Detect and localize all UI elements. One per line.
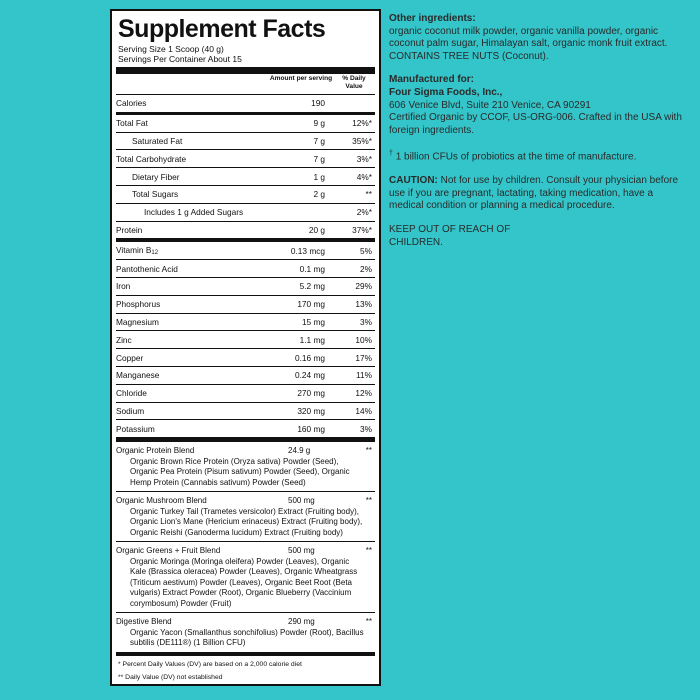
nutrient-name — [116, 406, 269, 416]
nutrient-name-text: Chloride — [116, 388, 147, 399]
blend-dv: ** — [365, 546, 372, 556]
nutrient-name — [116, 118, 269, 128]
nutrient-name-text: Total Carbohydrate — [116, 153, 187, 164]
dagger-mark: † — [389, 150, 393, 158]
nutrient-name — [116, 189, 269, 199]
manufacturer-address: 606 Venice Blvd, Suite 210 Venice, CA 90291 — [389, 99, 591, 111]
keep-out-warning: KEEP OUT OF REACH OF CHILDREN. — [389, 224, 511, 248]
nutrient-row — [116, 420, 375, 438]
blend-section — [116, 613, 375, 652]
nutrient-dv: 35%* — [352, 135, 372, 146]
nutrient-name — [116, 154, 269, 164]
nutrient-row — [116, 242, 375, 260]
nutrient-row — [116, 296, 375, 314]
nutrient-amount: 20 g — [308, 224, 325, 235]
blend-section — [116, 492, 375, 542]
nutrient-row — [116, 133, 375, 151]
footnote-not-established: ** Daily Value (DV) not established — [118, 673, 223, 681]
nutrient-name — [116, 388, 269, 398]
nutrient-dv: 12%* — [352, 118, 372, 129]
nutrient-amount: 0.13 mcg — [290, 245, 325, 256]
nutrient-row — [116, 349, 375, 367]
nutrient-dv: 29% — [355, 281, 372, 292]
nutrient-row — [116, 403, 375, 421]
nutrient-table — [116, 95, 375, 438]
nutrient-dv: 3% — [360, 316, 372, 327]
probiotic-note — [389, 148, 689, 164]
nutrient-dv: 12% — [355, 388, 372, 399]
nutrient-name — [116, 225, 269, 235]
amount-header: Amount per serving — [269, 75, 333, 82]
label-title: Supplement Facts — [118, 15, 326, 43]
dv-header: % Daily Value — [342, 75, 366, 90]
caution-text: Not for use by children. Consult your physician before use if you are pregnant, lactating, taking medication, have a medical condition or planning a medical procedure. — [389, 175, 679, 212]
nutrient-name-text: Potassium — [116, 423, 155, 434]
other-ingredients-heading: Other ingredients: — [389, 13, 476, 24]
nutrient-amount: 170 mg — [297, 299, 325, 310]
nutrient-row — [116, 95, 375, 115]
manufacturer-name: Four Sigma Foods, Inc., — [389, 86, 503, 98]
nutrient-row — [116, 115, 375, 133]
nutrient-name — [116, 299, 269, 309]
nutrient-dv: 17% — [355, 352, 372, 363]
nutrient-amount: 7 g — [313, 153, 325, 164]
blend-ingredients: Organic Yacon (Smallanthus sonchifolius) Powder (Root), Bacillus subtilis (DE111®) (1 Billion CFU) — [130, 627, 364, 648]
nutrient-row — [116, 331, 375, 349]
nutrient-name-text: Saturated Fat — [132, 135, 183, 146]
probiotic-text: 1 billion CFUs of probiotics at the time of manufacture. — [395, 151, 637, 163]
nutrient-name — [116, 98, 269, 108]
nutrient-dv: 11% — [356, 370, 372, 381]
nutrient-amount: 15 mg — [301, 316, 325, 327]
blend-list — [116, 442, 375, 652]
nutrient-amount: 270 mg — [297, 388, 325, 399]
column-header — [116, 74, 375, 95]
nutrient-amount: 2 g — [313, 189, 325, 200]
nutrient-dv: 3% — [360, 423, 372, 434]
nutrient-name-text: Total Sugars — [132, 189, 179, 200]
nutrient-amount: 190 — [311, 98, 325, 109]
blend-ingredients: Organic Brown Rice Protein (Oryza sativa) Powder (Seed), Organic Pea Protein (Pisum sativum) Powder (Seed), Organic Hemp Protein (Cannabis sativum) Powder (Seed) — [130, 456, 350, 487]
thick-divider — [116, 67, 375, 74]
nutrient-row — [116, 150, 375, 168]
nutrient-row — [116, 204, 375, 222]
nutrient-row — [116, 385, 375, 403]
nutrient-dv: 37%* — [352, 224, 372, 235]
nutrient-amount: 160 mg — [297, 423, 325, 434]
nutrient-subscript: 12 — [151, 250, 159, 257]
nutrient-name — [116, 245, 269, 256]
caution-heading: CAUTION: — [389, 175, 438, 187]
nutrient-name-text: Protein — [116, 224, 143, 235]
blend-dv: ** — [365, 617, 372, 627]
nutrient-name — [116, 353, 269, 363]
nutrient-row — [116, 260, 375, 278]
serving-size: Serving Size 1 Scoop (40 g) — [118, 44, 224, 54]
nutrient-name-text: Sodium — [116, 405, 145, 416]
nutrient-amount: 0.24 mg — [295, 370, 325, 381]
nutrient-row — [116, 222, 375, 243]
nutrient-amount: 1 g — [313, 171, 325, 182]
nutrient-dv: 10% — [355, 334, 372, 345]
nutrient-row — [116, 168, 375, 186]
blend-dv: ** — [365, 446, 372, 456]
blend-name: Organic Mushroom Blend — [116, 496, 207, 506]
nutrient-name-text: Total Fat — [116, 118, 148, 129]
nutrient-name-text: Calories — [116, 98, 147, 109]
nutrient-amount: 7 g — [313, 135, 325, 146]
other-ingredients: organic coconut milk powder, organic vanilla powder, organic coconut palm sugar, Himalayan salt, organic monk fruit extract. — [389, 25, 668, 50]
blend-name: Organic Greens + Fruit Blend — [116, 546, 221, 556]
nutrient-dv: 4%* — [356, 171, 372, 182]
nutrient-name-text: Zinc — [116, 334, 132, 345]
nutrient-dv: 2% — [360, 263, 372, 274]
nutrient-name — [116, 207, 269, 217]
nutrient-name — [116, 281, 269, 291]
blend-amount: 290 mg — [288, 617, 315, 627]
blend-amount: 24.9 g — [288, 446, 311, 456]
nutrient-name-text: Magnesium — [116, 316, 159, 327]
blend-amount: 500 mg — [288, 496, 315, 506]
nutrient-row — [116, 367, 375, 385]
certification: Certified Organic by CCOF, US-ORG-006. Crafted in the USA with foreign ingredients. — [389, 112, 682, 136]
blend-name: Digestive Blend — [116, 617, 172, 627]
nutrient-name-text: Phosphorus — [116, 299, 161, 310]
nutrient-amount: 0.16 mg — [295, 352, 325, 363]
allergen-statement: CONTAINS TREE NUTS (Coconut). — [389, 50, 549, 62]
nutrient-name — [116, 370, 269, 380]
blend-ingredients: Organic Turkey Tail (Trametes versicolor) Extract (Fruiting body), Organic Lion's Mane (Hericium erinaceus) Extract (Fruiting body), Organic Reishi (Ganoderma lucidum) Extract (Fruiting body) — [130, 506, 363, 537]
footnote-dv: * Percent Daily Values (DV) are based on a 2,000 calorie diet — [118, 660, 302, 668]
nutrient-dv: 14% — [355, 405, 372, 416]
nutrient-name-text: Pantothenic Acid — [116, 263, 178, 274]
nutrient-name-text: Copper — [116, 352, 144, 363]
nutrient-amount: 1.1 mg — [299, 334, 325, 345]
nutrient-amount: 320 mg — [297, 405, 325, 416]
blend-ingredients: Organic Moringa (Moringa oleifera) Powder (Leaves), Organic Kale (Brassica oleracea) Powder (Leaves), Organic Wheatgrass (Triticum aestivum) Powder (Leaves), Organic Beet Root (Beta vulgaris) Extract Powder (Root), Organic Blueberry (Vaccinium corymbosum) Powder (Fruit) — [130, 556, 358, 608]
nutrient-row — [116, 314, 375, 332]
blend-section — [116, 542, 375, 613]
nutrient-name-text: Manganese — [116, 370, 160, 381]
nutrient-dv: 5% — [360, 245, 372, 256]
nutrient-dv: 2%* — [356, 207, 372, 218]
blend-section — [116, 442, 375, 492]
nutrient-name-text: Vitamin B — [116, 245, 152, 256]
nutrient-row — [116, 186, 375, 204]
nutrient-dv: 13% — [355, 299, 372, 310]
nutrient-name — [116, 264, 269, 274]
blend-name: Organic Protein Blend — [116, 446, 195, 456]
nutrient-name-text: Includes 1 g Added Sugars — [144, 207, 244, 218]
nutrient-name — [116, 335, 269, 345]
manufacturer-heading: Manufactured for: — [389, 74, 474, 86]
nutrient-name — [116, 136, 269, 146]
nutrient-amount: 5.2 mg — [299, 281, 325, 292]
nutrient-row — [116, 278, 375, 296]
nutrient-amount: 9 g — [313, 118, 325, 129]
side-panel — [389, 13, 689, 249]
nutrient-amount: 0.1 mg — [299, 263, 325, 274]
nutrient-name — [116, 172, 269, 182]
supplement-facts-panel — [110, 9, 381, 686]
blend-amount: 500 mg — [288, 546, 315, 556]
caution — [389, 175, 689, 213]
nutrient-name — [116, 317, 269, 327]
nutrient-name-text: Iron — [116, 281, 131, 292]
blend-dv: ** — [365, 496, 372, 506]
servings-per-container: Servings Per Container About 15 — [118, 54, 242, 64]
nutrient-dv: ** — [365, 189, 372, 200]
nutrient-dv: 3%* — [356, 153, 372, 164]
nutrient-name-text: Dietary Fiber — [132, 171, 180, 182]
nutrient-name — [116, 424, 269, 434]
